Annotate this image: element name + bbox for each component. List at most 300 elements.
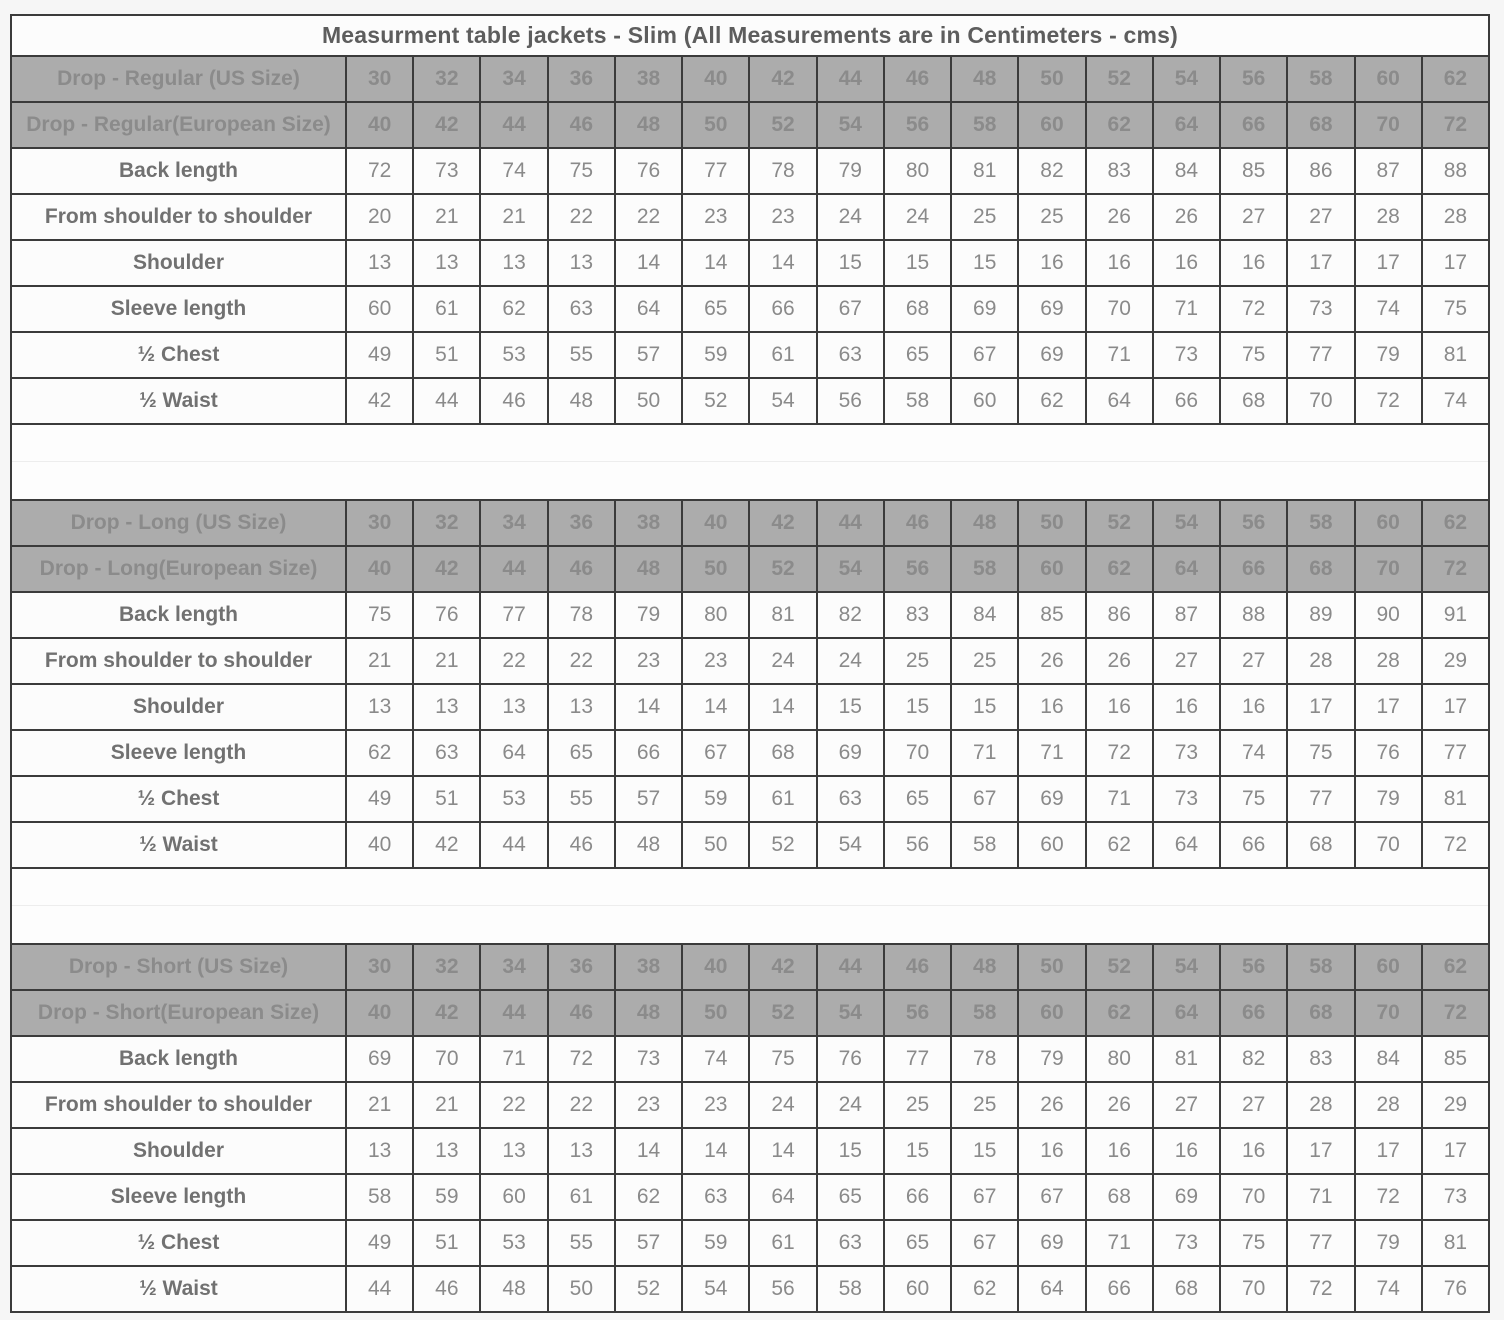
measurement-value: 44 — [413, 378, 480, 424]
measurement-value: 42 — [413, 822, 480, 868]
us-size-cell: 48 — [951, 56, 1018, 102]
measurement-value: 75 — [548, 148, 615, 194]
measurement-row — [11, 1220, 1489, 1266]
measurement-value: 66 — [1086, 1266, 1153, 1312]
measurement-value: 75 — [346, 592, 413, 638]
measurement-row — [11, 194, 1489, 240]
eu-size-cell: 62 — [1086, 546, 1153, 592]
measurement-value: 46 — [548, 822, 615, 868]
measurement-value: 62 — [1086, 822, 1153, 868]
measurement-value: 25 — [1018, 194, 1085, 240]
measurement-value: 15 — [884, 240, 951, 286]
measurement-value: 13 — [548, 1128, 615, 1174]
us-size-cell: 46 — [884, 944, 951, 990]
measurement-value: 65 — [884, 1220, 951, 1266]
measurement-value: 73 — [1153, 332, 1220, 378]
measurement-value: 77 — [682, 148, 749, 194]
measurement-value: 74 — [1220, 730, 1287, 776]
measurement-row — [11, 148, 1489, 194]
eu-size-cell: 64 — [1153, 990, 1220, 1036]
eu-size-cell: 50 — [682, 990, 749, 1036]
measurement-value: 16 — [1153, 240, 1220, 286]
measurement-value: 71 — [1153, 286, 1220, 332]
measurement-value: 52 — [749, 822, 816, 868]
measurement-value: 14 — [682, 240, 749, 286]
measurement-value: 14 — [615, 684, 682, 730]
eu-size-cell: 66 — [1220, 102, 1287, 148]
measurement-value: 85 — [1018, 592, 1085, 638]
measurement-value: 73 — [615, 1036, 682, 1082]
measurement-value: 60 — [884, 1266, 951, 1312]
sections-container — [10, 55, 1490, 1313]
measurement-value: 83 — [1287, 1036, 1354, 1082]
measurement-value: 63 — [413, 730, 480, 776]
measurement-value: 26 — [1018, 638, 1085, 684]
measurement-value: 26 — [1086, 194, 1153, 240]
measurement-value: 69 — [1018, 776, 1085, 822]
measurement-value: 66 — [1220, 822, 1287, 868]
measurement-row — [11, 730, 1489, 776]
us-size-cell: 42 — [749, 500, 816, 546]
measurement-value: 22 — [548, 638, 615, 684]
measurement-value: 82 — [1018, 148, 1085, 194]
measurement-value: 79 — [615, 592, 682, 638]
measurement-value: 25 — [884, 638, 951, 684]
eu-size-cell: 56 — [884, 102, 951, 148]
measurement-value: 17 — [1355, 1128, 1422, 1174]
measurement-value: 14 — [749, 684, 816, 730]
eu-size-cell: 60 — [1018, 546, 1085, 592]
measurement-value: 71 — [480, 1036, 547, 1082]
measurement-value: 66 — [884, 1174, 951, 1220]
measurement-value: 67 — [682, 730, 749, 776]
us-size-cell: 50 — [1018, 500, 1085, 546]
measurement-value: 71 — [1018, 730, 1085, 776]
measurement-value: 66 — [1153, 378, 1220, 424]
measurement-value: 21 — [413, 638, 480, 684]
measurement-value: 21 — [346, 638, 413, 684]
measurement-label: Back length — [11, 592, 346, 638]
eu-size-cell: 42 — [413, 990, 480, 1036]
measurement-value: 58 — [817, 1266, 884, 1312]
measurement-value: 28 — [1355, 638, 1422, 684]
measurement-value: 78 — [749, 148, 816, 194]
measurement-value: 56 — [817, 378, 884, 424]
measurement-value: 22 — [548, 1082, 615, 1128]
measurement-value: 77 — [1422, 730, 1489, 776]
us-size-cell: 34 — [480, 944, 547, 990]
measurement-value: 16 — [1086, 240, 1153, 286]
measurement-value: 76 — [413, 592, 480, 638]
us-size-cell: 58 — [1287, 944, 1354, 990]
measurement-value: 65 — [884, 776, 951, 822]
measurement-value: 13 — [346, 1128, 413, 1174]
measurement-value: 54 — [682, 1266, 749, 1312]
measurement-value: 76 — [615, 148, 682, 194]
us-size-header-label: Drop - Long (US Size) — [11, 500, 346, 546]
measurement-value: 66 — [749, 286, 816, 332]
us-size-cell: 30 — [346, 944, 413, 990]
us-size-cell: 34 — [480, 56, 547, 102]
eu-size-cell: 44 — [480, 546, 547, 592]
measurement-value: 14 — [615, 1128, 682, 1174]
measurement-value: 69 — [346, 1036, 413, 1082]
measurement-value: 76 — [1422, 1266, 1489, 1312]
measurement-value: 49 — [346, 1220, 413, 1266]
measurement-value: 58 — [951, 822, 1018, 868]
us-size-cell: 48 — [951, 500, 1018, 546]
measurement-label: ½ Waist — [11, 1266, 346, 1312]
measurement-value: 65 — [884, 332, 951, 378]
eu-size-cell: 58 — [951, 546, 1018, 592]
measurement-value: 90 — [1355, 592, 1422, 638]
measurement-value: 86 — [1287, 148, 1354, 194]
us-size-cell: 32 — [413, 56, 480, 102]
measurement-value: 16 — [1220, 1128, 1287, 1174]
measurement-value: 76 — [1355, 730, 1422, 776]
us-size-cell: 62 — [1422, 500, 1489, 546]
measurement-value: 81 — [1422, 1220, 1489, 1266]
measurement-value: 70 — [1220, 1174, 1287, 1220]
us-size-cell: 40 — [682, 56, 749, 102]
measurement-value: 72 — [1287, 1266, 1354, 1312]
section-table-regular — [10, 55, 1490, 425]
measurement-value: 60 — [1018, 822, 1085, 868]
measurement-value: 51 — [413, 332, 480, 378]
measurement-value: 75 — [1287, 730, 1354, 776]
measurement-value: 26 — [1086, 638, 1153, 684]
measurement-value: 53 — [480, 332, 547, 378]
measurement-value: 70 — [1220, 1266, 1287, 1312]
measurement-value: 62 — [480, 286, 547, 332]
measurement-value: 61 — [548, 1174, 615, 1220]
measurement-value: 23 — [682, 638, 749, 684]
measurement-label: Sleeve length — [11, 286, 346, 332]
measurement-value: 87 — [1355, 148, 1422, 194]
measurement-value: 70 — [1086, 286, 1153, 332]
measurement-value: 54 — [749, 378, 816, 424]
measurement-value: 22 — [480, 1082, 547, 1128]
measurement-value: 15 — [817, 1128, 884, 1174]
measurement-value: 51 — [413, 776, 480, 822]
measurement-value: 14 — [749, 1128, 816, 1174]
eu-size-cell: 40 — [346, 546, 413, 592]
table-title: Measurment table jackets - Slim (All Measurements are in Centimeters - cms) — [10, 14, 1490, 55]
measurement-value: 78 — [548, 592, 615, 638]
measurement-value: 14 — [682, 1128, 749, 1174]
measurement-value: 62 — [1018, 378, 1085, 424]
us-size-header-row — [11, 56, 1489, 102]
eu-size-cell: 42 — [413, 546, 480, 592]
us-size-cell: 40 — [682, 944, 749, 990]
eu-size-header-label: Drop - Regular(European Size) — [11, 102, 346, 148]
measurement-value: 63 — [682, 1174, 749, 1220]
measurement-value: 59 — [682, 1220, 749, 1266]
measurement-value: 74 — [1355, 1266, 1422, 1312]
measurement-value: 16 — [1018, 684, 1085, 730]
measurement-value: 21 — [480, 194, 547, 240]
measurement-row — [11, 378, 1489, 424]
us-size-cell: 42 — [749, 56, 816, 102]
measurement-value: 72 — [548, 1036, 615, 1082]
us-size-cell: 50 — [1018, 944, 1085, 990]
measurement-value: 17 — [1355, 240, 1422, 286]
measurement-value: 17 — [1287, 240, 1354, 286]
measurement-value: 56 — [749, 1266, 816, 1312]
measurement-value: 68 — [1086, 1174, 1153, 1220]
measurement-row — [11, 592, 1489, 638]
measurement-value: 21 — [413, 194, 480, 240]
measurement-value: 13 — [480, 240, 547, 286]
us-size-cell: 56 — [1220, 500, 1287, 546]
measurement-value: 16 — [1220, 240, 1287, 286]
measurement-value: 15 — [951, 240, 1018, 286]
measurement-value: 74 — [480, 148, 547, 194]
measurement-value: 67 — [1018, 1174, 1085, 1220]
measurement-value: 48 — [480, 1266, 547, 1312]
measurement-value: 70 — [1355, 822, 1422, 868]
measurement-row — [11, 1128, 1489, 1174]
measurement-value: 75 — [1422, 286, 1489, 332]
eu-size-cell: 48 — [615, 990, 682, 1036]
measurement-value: 20 — [346, 194, 413, 240]
measurement-value: 15 — [817, 684, 884, 730]
measurement-value: 81 — [1153, 1036, 1220, 1082]
measurement-value: 61 — [749, 332, 816, 378]
us-size-cell: 42 — [749, 944, 816, 990]
measurement-value: 28 — [1422, 194, 1489, 240]
measurement-value: 52 — [615, 1266, 682, 1312]
measurement-value: 44 — [480, 822, 547, 868]
measurement-value: 70 — [1287, 378, 1354, 424]
measurement-label: ½ Waist — [11, 822, 346, 868]
measurement-value: 23 — [615, 1082, 682, 1128]
measurement-value: 28 — [1287, 1082, 1354, 1128]
measurement-value: 63 — [817, 776, 884, 822]
measurement-value: 81 — [1422, 776, 1489, 822]
measurement-value: 28 — [1355, 1082, 1422, 1128]
measurement-value: 24 — [884, 194, 951, 240]
measurement-value: 68 — [1153, 1266, 1220, 1312]
measurement-value: 13 — [480, 684, 547, 730]
eu-size-cell: 60 — [1018, 102, 1085, 148]
measurement-value: 73 — [1422, 1174, 1489, 1220]
measurement-value: 28 — [1355, 194, 1422, 240]
measurement-value: 27 — [1287, 194, 1354, 240]
measurement-value: 17 — [1287, 1128, 1354, 1174]
measurement-value: 85 — [1422, 1036, 1489, 1082]
eu-size-cell: 64 — [1153, 546, 1220, 592]
measurement-value: 16 — [1153, 684, 1220, 730]
measurement-value: 21 — [346, 1082, 413, 1128]
eu-size-cell: 62 — [1086, 102, 1153, 148]
measurement-value: 74 — [1422, 378, 1489, 424]
us-size-cell: 36 — [548, 500, 615, 546]
measurement-value: 65 — [817, 1174, 884, 1220]
measurement-value: 13 — [413, 240, 480, 286]
measurement-row — [11, 776, 1489, 822]
measurement-value: 73 — [1153, 776, 1220, 822]
measurement-value: 72 — [1355, 378, 1422, 424]
measurement-value: 88 — [1220, 592, 1287, 638]
measurement-value: 46 — [413, 1266, 480, 1312]
measurement-value: 79 — [1355, 1220, 1422, 1266]
measurement-value: 26 — [1086, 1082, 1153, 1128]
measurement-value: 55 — [548, 776, 615, 822]
measurement-value: 84 — [951, 592, 1018, 638]
measurement-label: From shoulder to shoulder — [11, 638, 346, 684]
measurement-value: 63 — [817, 1220, 884, 1266]
measurement-value: 71 — [1086, 776, 1153, 822]
measurement-value: 80 — [1086, 1036, 1153, 1082]
eu-size-cell: 54 — [817, 990, 884, 1036]
us-size-cell: 48 — [951, 944, 1018, 990]
eu-size-header-row — [11, 546, 1489, 592]
measurement-value: 57 — [615, 776, 682, 822]
us-size-header-row — [11, 500, 1489, 546]
measurement-value: 69 — [1018, 332, 1085, 378]
measurement-value: 53 — [480, 1220, 547, 1266]
us-size-cell: 56 — [1220, 944, 1287, 990]
us-size-cell: 44 — [817, 500, 884, 546]
measurement-value: 24 — [749, 638, 816, 684]
measurement-value: 71 — [951, 730, 1018, 776]
measurement-value: 59 — [682, 776, 749, 822]
measurement-value: 72 — [1086, 730, 1153, 776]
eu-size-cell: 56 — [884, 990, 951, 1036]
measurement-value: 68 — [1287, 822, 1354, 868]
eu-size-cell: 60 — [1018, 990, 1085, 1036]
measurement-value: 54 — [817, 822, 884, 868]
eu-size-cell: 72 — [1422, 102, 1489, 148]
measurement-value: 75 — [1220, 332, 1287, 378]
measurement-value: 27 — [1153, 1082, 1220, 1128]
measurement-value: 75 — [1220, 1220, 1287, 1266]
us-size-cell: 30 — [346, 500, 413, 546]
measurement-value: 14 — [682, 684, 749, 730]
measurement-value: 13 — [413, 684, 480, 730]
us-size-cell: 52 — [1086, 56, 1153, 102]
section-spacer — [10, 869, 1490, 943]
measurement-row — [11, 638, 1489, 684]
measurement-value: 77 — [480, 592, 547, 638]
measurement-value: 25 — [951, 194, 1018, 240]
eu-size-cell: 70 — [1355, 990, 1422, 1036]
measurement-value: 48 — [615, 822, 682, 868]
measurement-value: 21 — [413, 1082, 480, 1128]
eu-size-cell: 44 — [480, 990, 547, 1036]
measurement-value: 16 — [1018, 1128, 1085, 1174]
measurement-value: 87 — [1153, 592, 1220, 638]
measurement-value: 85 — [1220, 148, 1287, 194]
measurement-value: 23 — [682, 194, 749, 240]
measurement-value: 42 — [346, 378, 413, 424]
measurement-value: 83 — [1086, 148, 1153, 194]
measurement-label: From shoulder to shoulder — [11, 194, 346, 240]
measurement-value: 67 — [951, 776, 1018, 822]
spacer-row — [12, 462, 1488, 499]
measurement-value: 81 — [951, 148, 1018, 194]
measurement-value: 48 — [548, 378, 615, 424]
measurement-value: 27 — [1153, 638, 1220, 684]
eu-size-cell: 58 — [951, 990, 1018, 1036]
us-size-header-label: Drop - Regular (US Size) — [11, 56, 346, 102]
measurement-value: 80 — [682, 592, 749, 638]
measurement-value: 68 — [1220, 378, 1287, 424]
measurement-value: 84 — [1153, 148, 1220, 194]
measurement-value: 50 — [615, 378, 682, 424]
measurement-value: 25 — [951, 638, 1018, 684]
eu-size-cell: 68 — [1287, 102, 1354, 148]
measurement-value: 65 — [548, 730, 615, 776]
measurement-value: 77 — [1287, 332, 1354, 378]
measurement-value: 24 — [817, 638, 884, 684]
measurement-value: 69 — [1018, 1220, 1085, 1266]
us-size-cell: 54 — [1153, 56, 1220, 102]
measurement-value: 76 — [817, 1036, 884, 1082]
measurement-value: 59 — [682, 332, 749, 378]
measurement-value: 22 — [480, 638, 547, 684]
measurement-label: From shoulder to shoulder — [11, 1082, 346, 1128]
measurement-value: 61 — [749, 776, 816, 822]
measurement-value: 58 — [884, 378, 951, 424]
eu-size-cell: 46 — [548, 990, 615, 1036]
measurement-value: 17 — [1422, 240, 1489, 286]
measurement-row — [11, 1174, 1489, 1220]
measurement-value: 16 — [1086, 1128, 1153, 1174]
measurement-value: 57 — [615, 1220, 682, 1266]
us-size-cell: 62 — [1422, 944, 1489, 990]
eu-size-cell: 64 — [1153, 102, 1220, 148]
eu-size-cell: 66 — [1220, 546, 1287, 592]
us-size-cell: 36 — [548, 56, 615, 102]
measurement-value: 71 — [1086, 1220, 1153, 1266]
eu-size-cell: 50 — [682, 546, 749, 592]
measurement-value: 22 — [548, 194, 615, 240]
measurement-value: 23 — [749, 194, 816, 240]
eu-size-cell: 54 — [817, 546, 884, 592]
eu-size-cell: 66 — [1220, 990, 1287, 1036]
eu-size-cell: 48 — [615, 546, 682, 592]
measurement-value: 69 — [1153, 1174, 1220, 1220]
measurement-value: 77 — [884, 1036, 951, 1082]
eu-size-cell: 46 — [548, 102, 615, 148]
eu-size-cell: 52 — [749, 102, 816, 148]
measurement-value: 75 — [1220, 776, 1287, 822]
measurement-label: Sleeve length — [11, 730, 346, 776]
measurement-value: 61 — [749, 1220, 816, 1266]
us-size-cell: 60 — [1355, 500, 1422, 546]
measurement-value: 68 — [884, 286, 951, 332]
measurement-value: 81 — [749, 592, 816, 638]
us-size-cell: 50 — [1018, 56, 1085, 102]
measurement-value: 52 — [682, 378, 749, 424]
us-size-cell: 52 — [1086, 944, 1153, 990]
measurement-value: 61 — [413, 286, 480, 332]
measurement-value: 13 — [413, 1128, 480, 1174]
measurement-value: 24 — [817, 1082, 884, 1128]
us-size-cell: 34 — [480, 500, 547, 546]
measurement-value: 82 — [1220, 1036, 1287, 1082]
measurement-value: 69 — [817, 730, 884, 776]
measurement-value: 89 — [1287, 592, 1354, 638]
eu-size-cell: 62 — [1086, 990, 1153, 1036]
measurement-value: 67 — [951, 332, 1018, 378]
measurement-value: 70 — [413, 1036, 480, 1082]
measurement-value: 64 — [1086, 378, 1153, 424]
measurement-value: 17 — [1287, 684, 1354, 730]
measurement-value: 40 — [346, 822, 413, 868]
